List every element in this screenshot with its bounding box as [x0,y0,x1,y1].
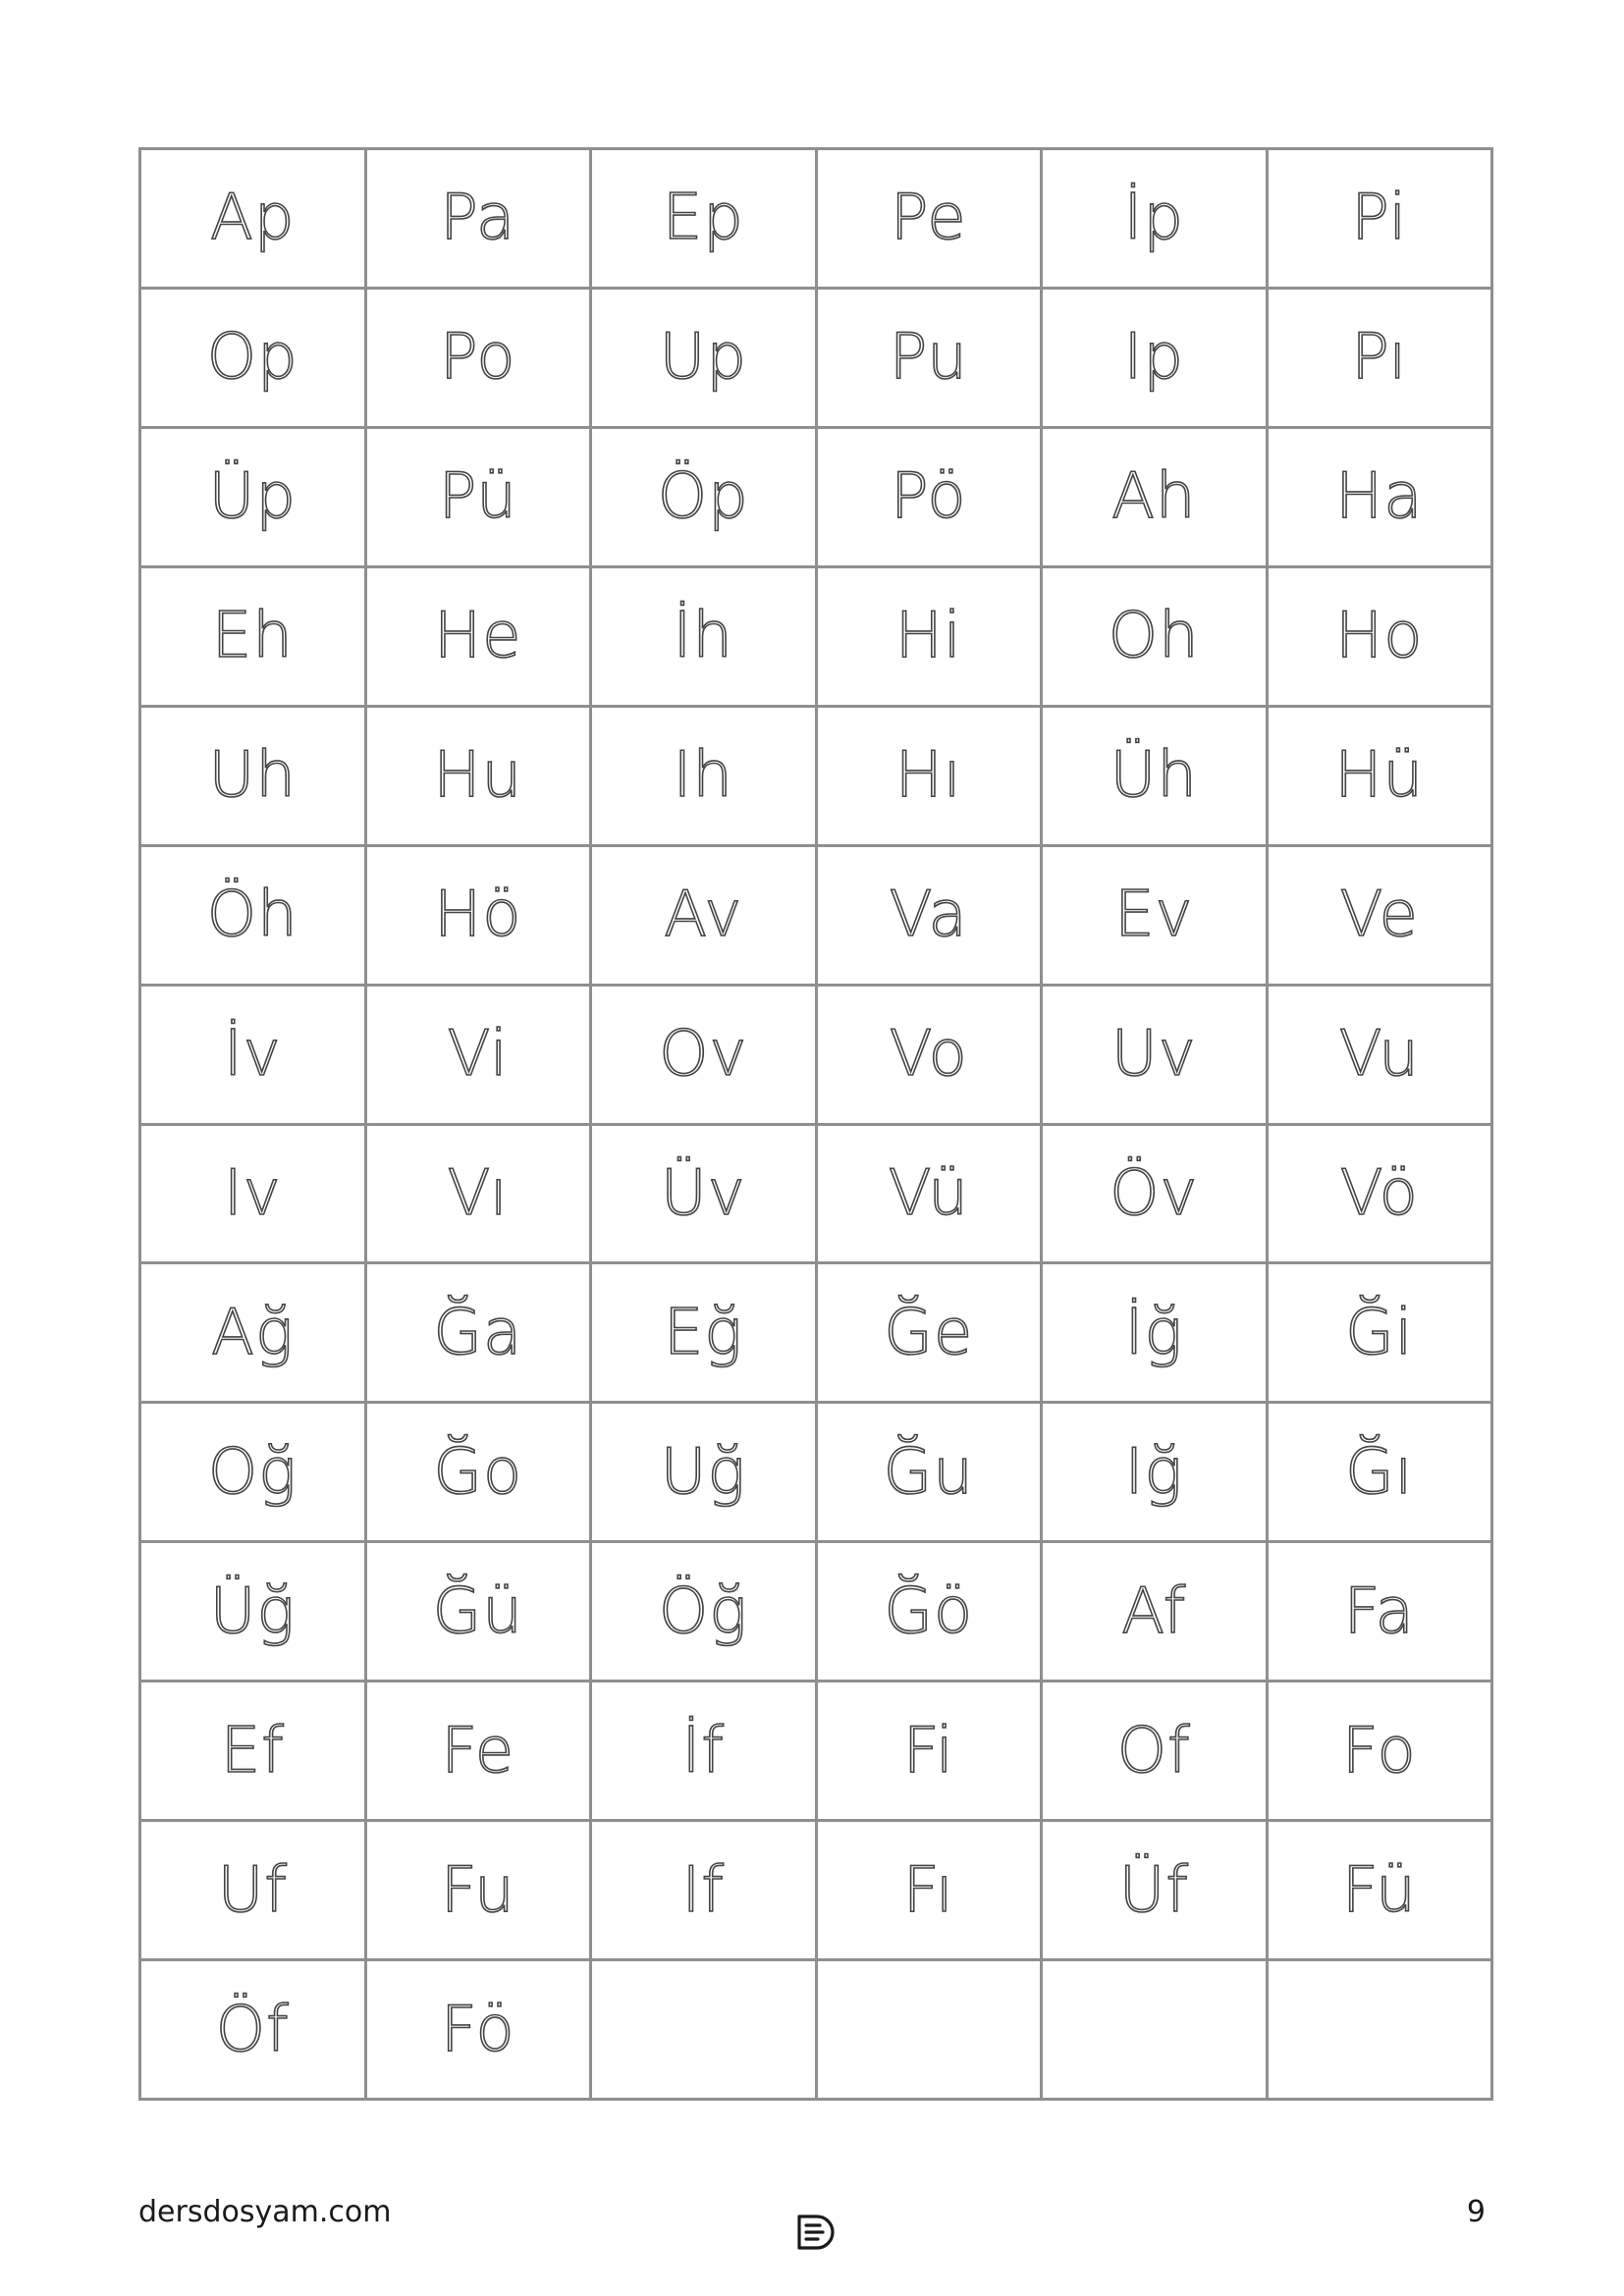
tracing-syllable: Ef [220,1714,285,1788]
grid-cell [141,150,367,290]
grid-cell [592,150,818,290]
syllable-tracing-grid [138,147,1493,2101]
grid-cell [818,568,1044,708]
tracing-syllable: Ğu [883,1435,974,1509]
grid-cell [818,708,1044,847]
grid-cell [1043,708,1269,847]
grid-cell [818,150,1044,290]
grid-cell [1269,1543,1494,1682]
grid-cell [141,290,367,429]
tracing-syllable: Hı [894,739,962,813]
grid-cell [818,1126,1044,1265]
grid-cell [141,1264,367,1404]
grid-cell [592,1404,818,1543]
grid-cell [592,1822,818,1961]
tracing-syllable: He [434,600,522,673]
tracing-syllable: Fu [440,1853,515,1927]
grid-cell [1043,1404,1269,1543]
grid-cell [1269,290,1494,429]
tracing-syllable: Uğ [660,1435,746,1509]
tracing-syllable: İğ [1124,1296,1183,1369]
grid-cell [1043,987,1269,1126]
grid-cell [141,568,367,708]
tracing-syllable: Vü [888,1156,969,1230]
grid-cell [141,1126,367,1265]
tracing-syllable: Eh [211,600,294,673]
grid-cell [592,1682,818,1822]
grid-cell [367,1961,593,2101]
grid-cell [1043,150,1269,290]
tracing-syllable: Vö [1339,1156,1419,1230]
document-lines-icon [793,2211,837,2254]
grid-cell [592,1543,818,1682]
tracing-syllable: Oh [1108,600,1200,673]
tracing-syllable: Pi [1351,182,1408,255]
tracing-syllable: Fi [902,1714,954,1788]
tracing-syllable: Ğü [432,1575,523,1648]
tracing-syllable: Pa [440,182,516,255]
grid-cell [818,1543,1044,1682]
tracing-syllable: Hu [433,739,523,813]
grid-cell [367,708,593,847]
grid-cell [818,1404,1044,1543]
grid-cell [1269,150,1494,290]
tracing-syllable: Ah [1111,460,1197,534]
grid-cell [592,1264,818,1404]
tracing-syllable: Pö [891,460,967,534]
grid-cell [1269,708,1494,847]
tracing-syllable: Öp [657,460,749,534]
grid-cell [818,847,1044,987]
footer-website: dersdosyam.com [138,2195,392,2229]
grid-cell [818,290,1044,429]
tracing-syllable: Ğa [433,1296,523,1369]
tracing-syllable: Va [889,879,968,952]
tracing-syllable: Op [206,321,298,395]
tracing-syllable: Eğ [663,1296,743,1369]
tracing-syllable: İh [673,600,733,673]
tracing-syllable: Hü [1334,739,1425,813]
grid-cell [1043,290,1269,429]
grid-cell [367,568,593,708]
tracing-syllable: Pe [890,182,967,255]
tracing-syllable: Af [1121,1575,1187,1648]
grid-cell [367,290,593,429]
tracing-syllable: Ğı [1345,1435,1414,1509]
tracing-syllable: Pı [1351,321,1408,395]
tracing-syllable: Öv [1110,1156,1199,1230]
grid-cell [367,1682,593,1822]
grid-cell [592,847,818,987]
tracing-syllable: Pu [889,321,968,395]
grid-cell [141,708,367,847]
tracing-syllable: Ha [1335,460,1424,534]
grid-cell [818,1822,1044,1961]
grid-cell [367,987,593,1126]
tracing-syllable: Ve [1339,879,1419,952]
tracing-syllable: Uv [1110,1018,1197,1092]
grid-cell [1043,1126,1269,1265]
tracing-syllable: Üğ [209,1575,296,1648]
grid-cell [818,1682,1044,1822]
grid-cell [1043,429,1269,568]
grid-cell [818,1264,1044,1404]
tracing-syllable: Oğ [207,1435,298,1509]
grid-cell [592,1961,818,2101]
grid-cell [1269,429,1494,568]
tracing-syllable: İf [681,1714,725,1788]
tracing-syllable: Hi [894,600,962,673]
tracing-syllable: Fö [440,1993,515,2066]
grid-cell [141,847,367,987]
tracing-syllable: Vı [447,1156,509,1230]
tracing-syllable: Öf [215,1993,290,2066]
grid-cell [592,429,818,568]
grid-cell [592,1126,818,1265]
tracing-syllable: Ğö [884,1575,974,1648]
tracing-syllable: Po [440,321,516,395]
grid-cell [141,1404,367,1543]
tracing-syllable: Üf [1118,1853,1189,1927]
grid-cell [1043,1264,1269,1404]
grid-cell [141,1822,367,1961]
grid-cell [818,429,1044,568]
tracing-syllable: Iv [223,1156,282,1230]
tracing-syllable: Ev [1114,879,1194,952]
grid-cell [1269,1404,1494,1543]
grid-cell [1269,1682,1494,1822]
grid-cell [592,290,818,429]
grid-cell [1269,568,1494,708]
tracing-syllable: Ov [659,1018,748,1092]
tracing-syllable: Ho [1335,600,1424,673]
tracing-syllable: If [681,1853,725,1927]
tracing-syllable: Ih [673,739,733,813]
grid-cell [367,1543,593,1682]
tracing-syllable: Fo [1341,1714,1417,1788]
grid-cell [818,987,1044,1126]
grid-cell [592,987,818,1126]
grid-cell [367,1126,593,1265]
grid-cell [367,1404,593,1543]
tracing-syllable: Vu [1338,1018,1420,1092]
grid-cell [1269,1264,1494,1404]
tracing-syllable: Of [1116,1714,1191,1788]
tracing-syllable: Fı [902,1853,954,1927]
tracing-syllable: Fa [1343,1575,1415,1648]
tracing-syllable: Vi [447,1018,509,1092]
tracing-syllable: Öğ [658,1575,748,1648]
tracing-syllable: Vo [889,1018,968,1092]
tracing-syllable: Uh [208,739,297,813]
tracing-syllable: Ep [662,182,744,255]
tracing-syllable: Üh [1110,739,1198,813]
tracing-syllable: Öh [206,879,298,952]
grid-cell [1043,568,1269,708]
grid-cell [367,847,593,987]
grid-cell [367,1264,593,1404]
tracing-syllable: Ap [210,182,296,255]
grid-cell [1269,847,1494,987]
tracing-syllable: Ğo [433,1435,523,1509]
grid-cell [141,1543,367,1682]
grid-cell [1269,1822,1494,1961]
grid-cell [1269,987,1494,1126]
grid-cell [141,1682,367,1822]
grid-cell [1269,1961,1494,2101]
grid-cell [1043,847,1269,987]
tracing-syllable: Up [659,321,747,395]
grid-cell [1043,1822,1269,1961]
tracing-syllable: Uf [217,1853,288,1927]
tracing-syllable: Fü [1341,1853,1417,1927]
page-number: 9 [1466,2195,1486,2229]
tracing-syllable: Ağ [211,1296,295,1369]
grid-cell [1269,1126,1494,1265]
grid-cell [592,708,818,847]
grid-cell [1043,1543,1269,1682]
tracing-syllable: Fe [441,1714,515,1788]
tracing-syllable: Ğe [884,1296,974,1369]
tracing-syllable: Üp [208,460,297,534]
grid-cell [141,987,367,1126]
tracing-syllable: İv [223,1018,282,1092]
grid-cell [367,1822,593,1961]
grid-cell [141,429,367,568]
tracing-syllable: Pü [438,460,517,534]
tracing-syllable: Hö [434,879,522,952]
tracing-syllable: Iğ [1124,1435,1183,1509]
grid-cell [367,429,593,568]
grid-cell [367,150,593,290]
tracing-syllable: Av [664,879,743,952]
grid-cell [818,1961,1044,2101]
grid-cell [141,1961,367,2101]
grid-cell [1043,1682,1269,1822]
grid-cell [592,568,818,708]
grid-cell [1043,1961,1269,2101]
tracing-syllable: Üv [660,1156,746,1230]
tracing-syllable: Ip [1123,321,1184,395]
tracing-syllable: İp [1123,182,1184,255]
tracing-syllable: Ği [1345,1296,1414,1369]
